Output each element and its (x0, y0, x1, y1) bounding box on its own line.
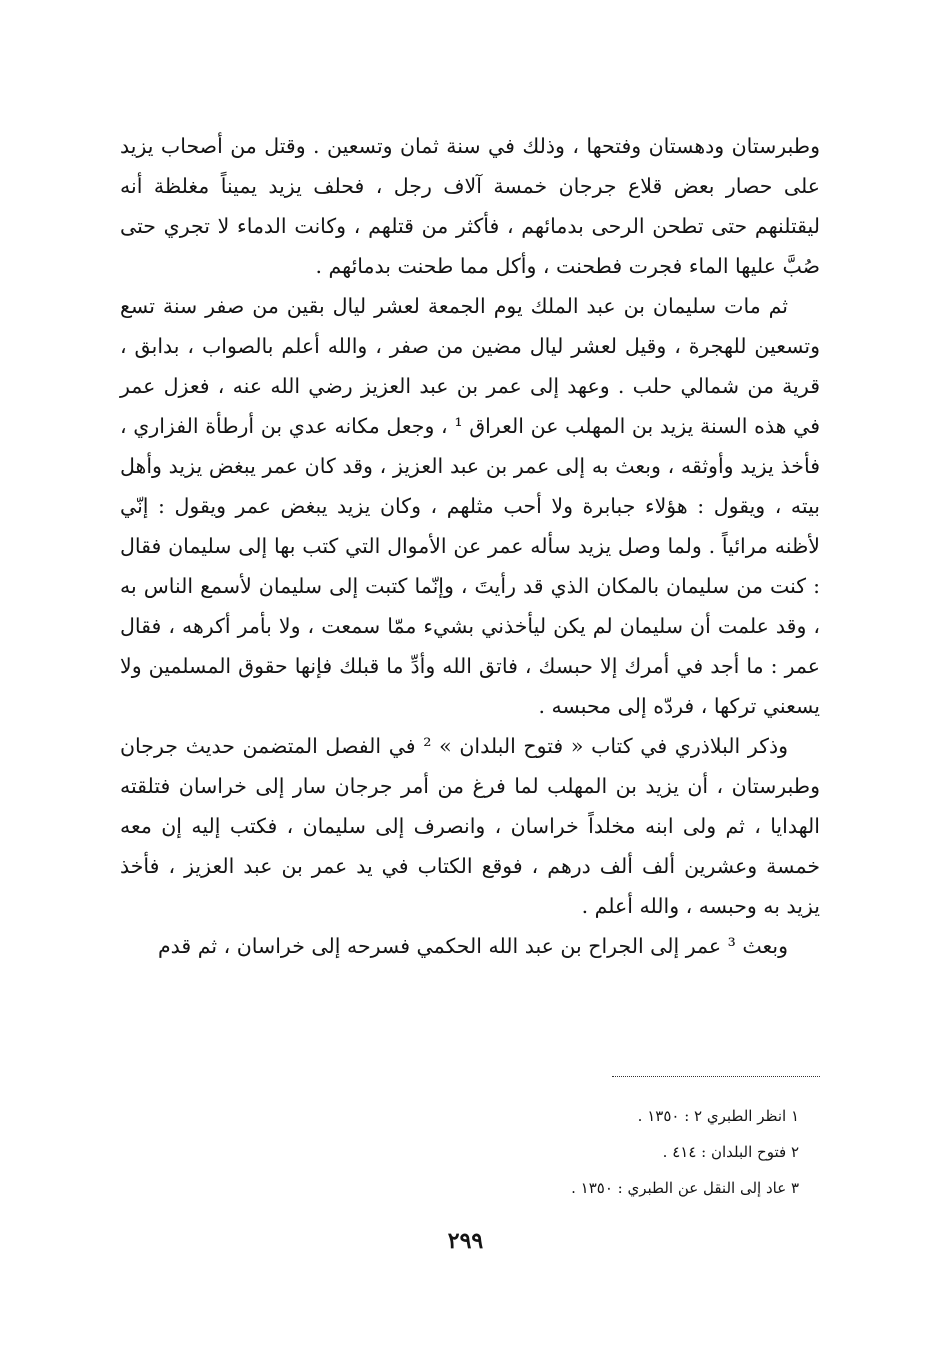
footnote-2: ٢ فتوح البلدان : ٤١٤ . (662, 1143, 799, 1161)
footnote-3: ٣ عاد إلى النقل عن الطبري : ١٣٥٠ . (571, 1179, 799, 1197)
footnote-separator (612, 1076, 820, 1077)
paragraph-2: ثم مات سليمان بن عبد الملك يوم الجمعة لعشر ليال بقين من صفر سنة تسع وتسعين للهجرة ، وقيل لعشر ليال مضين من صفر ، والله أعلم بالصواب ، بدابق ، قرية من شمالي حلب . وعهد إلى عمر بن عبد العزيز رضي الله عنه ، فعزل عمر في هذه السنة يزيد بن المهلب عن العراق ¹ ، وجعل مكانه عدي بن أرطأة الفزاري ، فأخذ يزيد وأوثقه ، وبعث به إلى عمر بن عبد العزيز ، وقد كان عمر يبغض يزيد وأهل بيته ، ويقول : هؤلاء جبابرة ولا أحب مثلهم ، وكان يزيد يبغض عمر ويقول : إنّي لأظنه مرائياً . ولما وصل يزيد سأله عمر عن الأموال التي كتب بها إلى سليمان فقال : كنت من سليمان بالمكان الذي قد رأيتَ ، وإنّما كتبت إلى سليمان لأسمع الناس به ، وقد علمت أن سليمان لم يكن ليأخذني بشيء ممّا سمعت ، ولا بأمر أكرهه ، فقال عمر : ما أجد في أمرك إلا حبسك ، فاتق الله وأدِّ ما قبلك فإنها حقوق المسلمين ولا يسعني تركها ، فردّه إلى محبسه . (120, 294, 820, 718)
paragraph-4: وبعث ³ عمر إلى الجراح بن عبد الله الحكمي فسرحه إلى خراسان ، ثم قدم (157, 934, 788, 958)
main-text (120, 126, 820, 966)
paragraph-3: وذكر البلاذري في كتاب « فتوح البلدان » ² في الفصل المتضمن حديث جرجان وطبرستان ، أن يزيد بن المهلب لما فرغ من أمر جرجان سار إلى خراسان فتلقته الهدايا ، ثم ولى ابنه مخلداً خراسان ، وانصرف إلى سليمان ، فكتب إليه إن معه خمسة وعشرين ألف ألف درهم ، فوقع الكتاب في يد عمر بن عبد العزيز ، فأخذ يزيد به وحبسه ، والله أعلم . (120, 734, 820, 918)
footnotes (111, 1098, 811, 1206)
footnote-1: ١ انظر الطبري ٢ : ١٣٥٠ . (637, 1107, 799, 1125)
paragraph-1: وطبرستان ودهستان وفتحها ، وذلك في سنة ثمان وتسعين . وقتل من أصحاب يزيد على حصار بعض قلاع جرجان خمسة آلاف رجل ، فحلف يزيد يميناً مغلظة أنه ليقتلنهم حتى تطحن الرحى بدمائهم ، فأكثر من قتلهم ، وكانت الدماء لا تجري حتى صُبَّ عليها الماء فجرت فطحنت ، وأكل مما طحنت بدمائهم . (120, 134, 820, 278)
page-number: ٢٩٩ (447, 1228, 484, 1254)
